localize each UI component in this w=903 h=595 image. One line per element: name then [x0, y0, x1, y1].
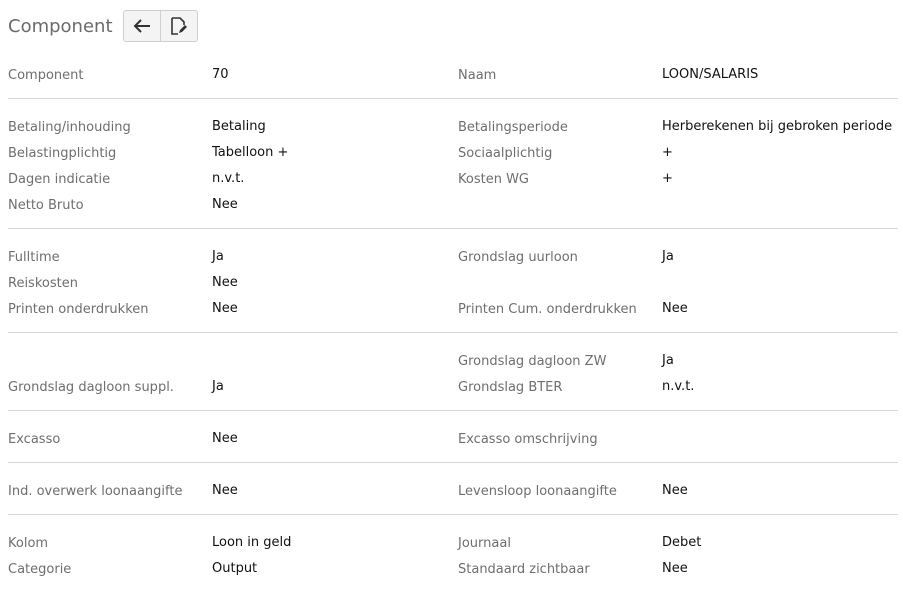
field-row [8, 166, 898, 192]
field-row [8, 478, 898, 504]
divider [8, 410, 898, 411]
page-title: Component [8, 15, 113, 37]
arrow-left-icon [133, 18, 151, 34]
field-value: Output [212, 561, 258, 576]
field-label: Journaal [458, 536, 511, 551]
field-value: Herberekenen bij gebroken periode [662, 119, 893, 134]
field-label: Reiskosten [8, 276, 78, 291]
field-label: Netto Bruto [8, 198, 84, 213]
field-label: Excasso [8, 432, 61, 447]
field-value: Nee [662, 561, 688, 576]
field-row [8, 556, 898, 582]
field-value: + [662, 171, 673, 186]
field-value: 70 [212, 67, 229, 82]
field-value: + [662, 145, 673, 160]
field-label: Grondslag dagloon suppl. [8, 380, 174, 395]
field-value: Nee [212, 431, 238, 446]
field-label: Fulltime [8, 250, 60, 265]
toolbar [123, 10, 198, 42]
field-label: Grondslag uurloon [458, 250, 578, 265]
field-label: Printen Cum. onderdrukken [458, 302, 637, 317]
field-row [8, 530, 898, 556]
field-value: Nee [662, 301, 688, 316]
field-label: Categorie [8, 562, 72, 577]
field-value: Nee [212, 483, 238, 498]
field-label: Dagen indicatie [8, 172, 111, 187]
divider [8, 514, 898, 515]
field-value: Ja [662, 353, 674, 368]
divider [8, 228, 898, 229]
field-label: Levensloop loonaangifte [458, 484, 617, 499]
field-value: Nee [662, 483, 688, 498]
divider [8, 462, 898, 463]
field-label: Excasso omschrijving [458, 432, 598, 447]
edit-button[interactable] [160, 11, 197, 41]
field-label: Printen onderdrukken [8, 302, 149, 317]
field-row [8, 270, 898, 296]
field-label: Grondslag dagloon ZW [458, 354, 607, 369]
field-value: Ja [212, 249, 224, 264]
document-edit-icon [170, 17, 188, 35]
field-label: Ind. overwerk loonaangifte [8, 484, 183, 499]
field-row [8, 244, 898, 270]
back-button[interactable] [124, 11, 160, 41]
field-value: LOON/SALARIS [662, 67, 759, 82]
field-label: Belastingplichtig [8, 146, 117, 161]
field-label: Grondslag BTER [458, 380, 563, 395]
field-value: Nee [212, 275, 238, 290]
field-label: Kosten WG [458, 172, 529, 187]
page-header [8, 10, 198, 42]
field-value: Loon in geld [212, 535, 292, 550]
field-value: n.v.t. [212, 171, 245, 186]
field-label: Component [8, 68, 84, 83]
field-value: Nee [212, 197, 238, 212]
field-row [8, 114, 898, 140]
field-row [8, 140, 898, 166]
field-value: Ja [662, 249, 674, 264]
field-row [8, 348, 898, 374]
field-value: Betaling [212, 119, 266, 134]
field-label: Naam [458, 68, 497, 83]
field-label: Standaard zichtbaar [458, 562, 590, 577]
field-value: Nee [212, 301, 238, 316]
field-value: n.v.t. [662, 379, 695, 394]
field-row [8, 192, 898, 218]
field-row [8, 374, 898, 400]
field-label: Kolom [8, 536, 49, 551]
field-row [8, 296, 898, 322]
field-label: Sociaalplichtig [458, 146, 553, 161]
field-row [8, 426, 898, 452]
field-label: Betalingsperiode [458, 120, 568, 135]
field-value: Tabelloon + [212, 145, 289, 160]
field-value: Debet [662, 535, 702, 550]
field-label: Betaling/inhouding [8, 120, 131, 135]
divider [8, 98, 898, 99]
field-value: Ja [212, 379, 224, 394]
divider [8, 332, 898, 333]
field-row [8, 62, 898, 88]
